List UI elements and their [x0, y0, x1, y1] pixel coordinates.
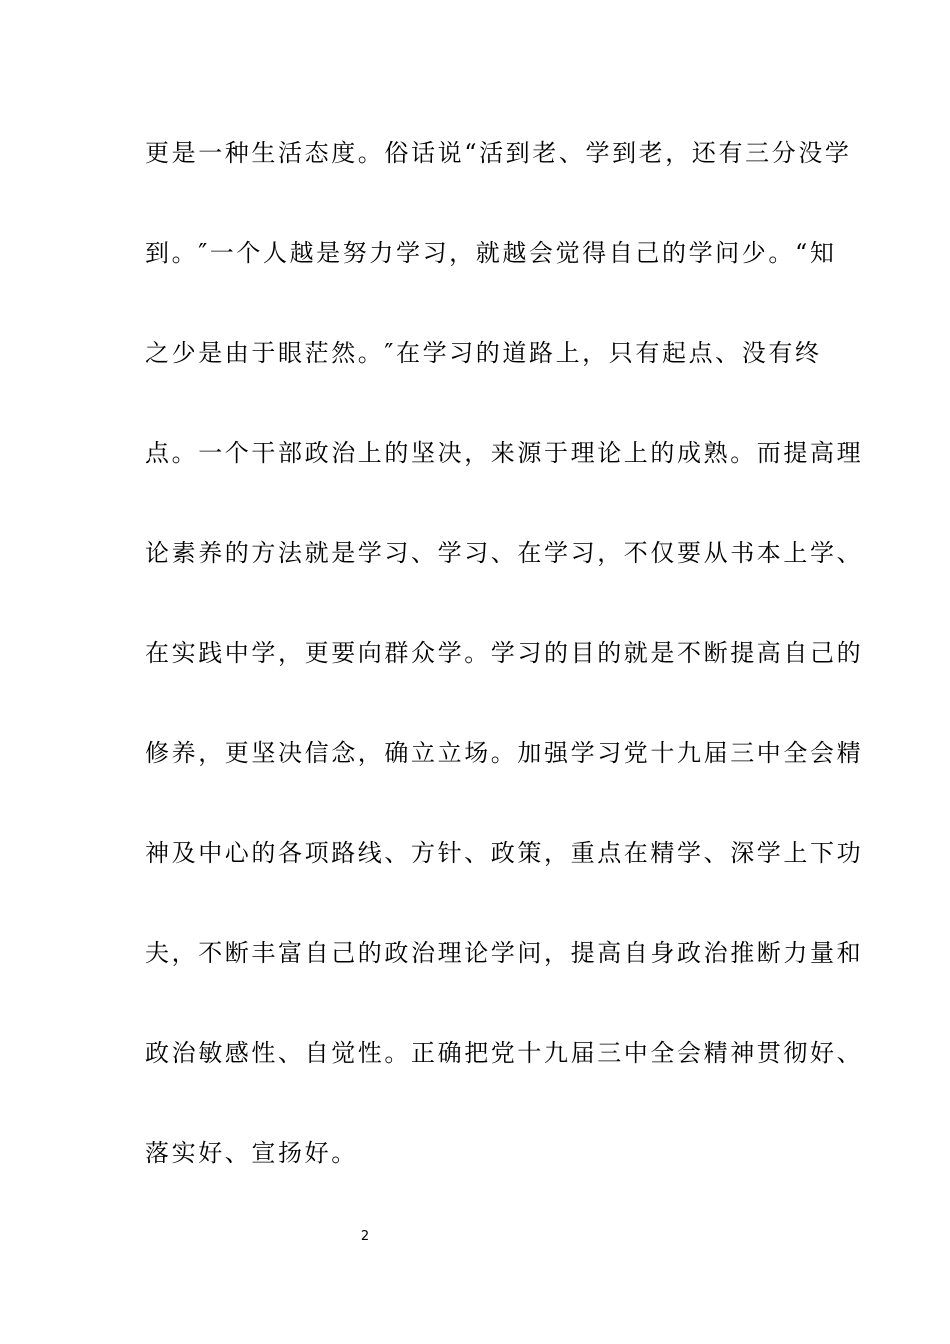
body-text	[145, 126, 864, 1226]
page-number: 2	[360, 1229, 370, 1244]
text-line: 落实好、宣扬好。	[145, 1139, 358, 1167]
text-line: 政治敏感性、自觉性。正确把党十九届三中全会精神贯彻好、	[145, 1039, 864, 1067]
text-line: 夫，不断丰富自己的政治理论学问，提高自身政治推断力量和	[145, 939, 864, 967]
text-line: 在实践中学，更要向群众学。学习的目的就是不断提高自己的	[145, 639, 864, 667]
text-line: 神及中心的各项路线、方针、政策，重点在精学、深学上下功	[145, 839, 864, 867]
text-line: 更是一种生活态度。俗话说“活到老、学到老，还有三分没学	[145, 139, 852, 167]
text-line: 之少是由于眼茫然。″在学习的道路上，只有起点、没有终	[145, 339, 822, 367]
text-line: 点。一个干部政治上的坚决，来源于理论上的成熟。而提高理	[145, 439, 864, 467]
text-line: 论素养的方法就是学习、学习、在学习，不仅要从书本上学、	[145, 539, 864, 567]
text-line: 到。″一个人越是努力学习，就越会觉得自己的学问少。“知	[145, 239, 837, 267]
text-line: 修养，更坚决信念，确立立场。加强学习党十九届三中全会精	[145, 739, 864, 767]
